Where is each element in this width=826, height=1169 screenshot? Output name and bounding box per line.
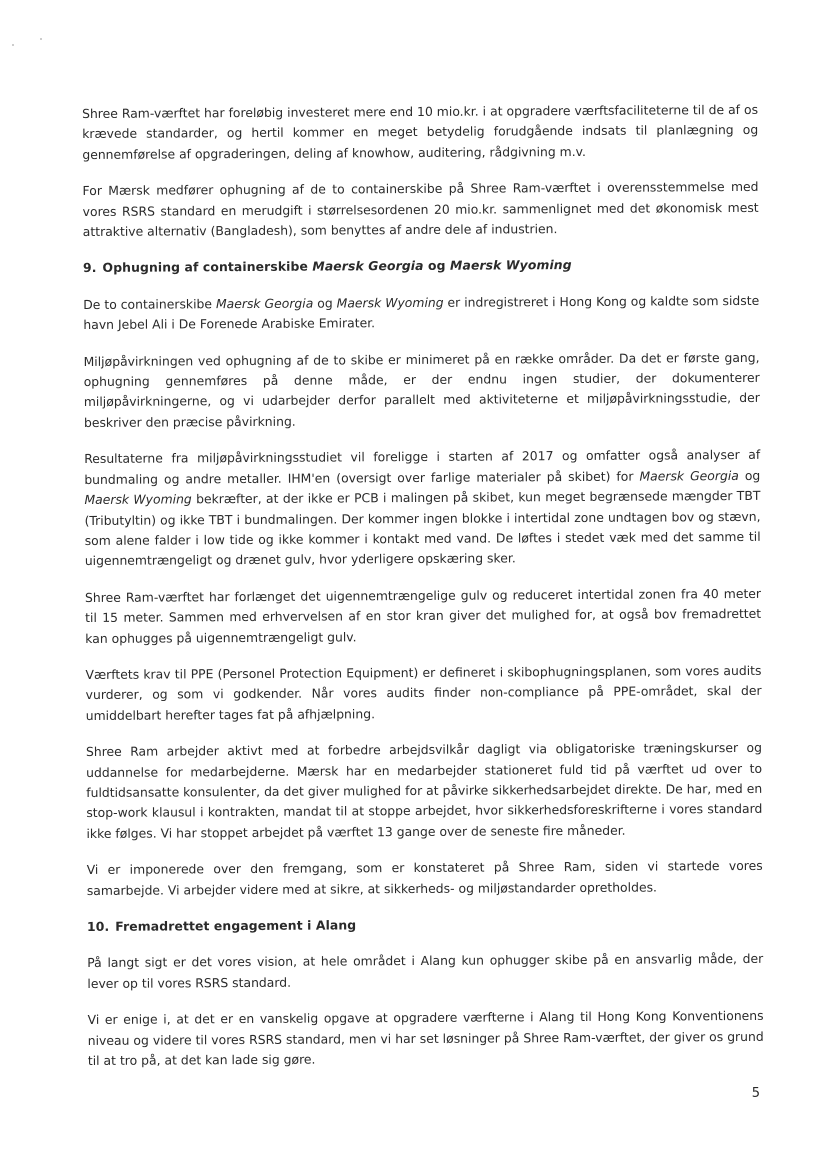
ship-name: Maersk Wyoming [84, 491, 192, 508]
section-number: 10. [86, 918, 110, 934]
paragraph-registration [83, 291, 759, 336]
text-run: og [313, 295, 337, 311]
paragraph-vision: På langt sigt er det vores vision, at hele området i Alang kun ophugger skibe på en ansvarlig måde, der lever op til vores RSRS standard. [87, 951, 764, 991]
paragraph-working-conditions: Shree Ram arbejder aktivt med at forbedre arbejdsvilkår dagligt via obligatoriske træningskurser og uddannelse for medarbejderne. Mærsk har en medarbejder stationeret fuld tid på værftet ud over to fuldtidsansatte konsulenter, da det giver mulighed for at påvirke sikkerhedsarbejdet direkte. De har, med en stop-work klausul i kontrakten, mandat til at stoppe arbejdet, hvor sikkerhedsforeskrifterne i vores standard ikke følges. Vi har stoppet arbejdet på værftet 13 gange over de seneste fire måneder. [85, 740, 763, 841]
text-run: er indregistreret i Hong Kong og kaldte som sidste havn Jebel Ali i De Forenede Arabiske Emirater. [83, 292, 760, 333]
ship-name: Maersk Georgia [215, 295, 314, 312]
ship-name: Maersk Wyoming [449, 257, 572, 274]
scan-speck [12, 44, 14, 46]
page-number: 5 [751, 1086, 760, 1101]
section-number: 9. [82, 260, 97, 276]
section-heading-10 [87, 913, 763, 938]
section-title: Ophugning af containerskibe [102, 259, 313, 276]
text-run: Resultaterne fra miljøpåvirkningsstudiet vil foreligge i starten af 2017 og omfatter også analyser af bundmaling og andre metaller. IHM'en (oversigt over farlige materialer på skibet) for [84, 447, 761, 487]
paragraph-cost: For Mærsk medfører ophugning af de to containerskibe på Shree Ram-værftet i overensstemmelse med vores RSRS standard en merudgift i størrelsesordenen 20 mio.kr. sammenlignet med det økonomisk mest attraktive alternativ (Bangladesh), som benyttes af andre dele af industrien. [82, 179, 759, 240]
paragraph-progress: Vi er imponerede over den fremgang, som er konstateret på Shree Ram, siden vi startede vores samarbejde. Vi arbejder videre med at sikre, at sikkerheds- og miljøstandarder opretholdes. [86, 858, 763, 898]
section-title-joiner: og [423, 258, 451, 274]
scan-speck [40, 38, 42, 40]
ship-name: Maersk Wyoming [336, 294, 444, 311]
paragraph-agreement: Vi er enige i, at det er en vanskelig opgave at opgradere værfterne i Alang til Hong Kong Konventionens niveau og videre til vores RSRS standard, men vi har set løsninger på Shree Ram-værftet, der giver os grund til at tro på, at det kan lade sig gøre. [87, 1008, 764, 1069]
text-run: og [738, 467, 761, 483]
document-page [82, 100, 764, 1088]
text-run: bekræfter, at der ikke er PCB i malingen på skibet, kun meget begrænsede mængder TBT (Tributyltin) og ikke TBT i bundmalingen. Der kommer ingen blokke i intertidal zone undtagen bov og stævn, som alene falder i low tide og ikke kommer i kontakt med vand. De løftes i stedet væk med det samme til uigennemtrængeligt og drænet gulv, hvor yderligere opskæring sker. [84, 487, 761, 569]
ship-name: Maersk Georgia [312, 258, 424, 275]
paragraph-ppe: Værftets krav til PPE (Personel Protection Equipment) er defineret i skibophugningsplanen, som vores audits vurderer, og som vi godkender. Når vores audits finder non-compliance på PPE-området, skal der umiddelbart herefter tages fat på afhjælpning. [85, 662, 762, 723]
text-run: De to containerskibe [83, 296, 216, 312]
ship-name: Maersk Georgia [639, 467, 739, 484]
section-heading-9 [83, 254, 759, 279]
paragraph-environment: Miljøpåvirkningen ved ophugning af de to skibe er minimeret på en række områder. Da det er første gang, ophugning gennemføres på denne måde, er der endnu ingen studier, der dokumenterer miljøpåvirkningerne, og vi udarbejder derfor parallelt med aktiviteterne et miljøpåvirkningsstudie, der beskriver den præcise påvirkning. [83, 349, 760, 430]
section-title: Fremadrettet engagement i Alang [115, 917, 357, 934]
paragraph-investment: Shree Ram-værftet har foreløbig investeret mere end 10 mio.kr. i at opgradere værftsfaciliteterne til de af os krævede standarder, og hertil kommer en meget betydelig forudgående indsats til planlægning og gennemførelse af opgraderingen, deling af knowhow, auditering, rådgivning m.v. [82, 101, 759, 162]
paragraph-floor: Shree Ram-værftet har forlænget det uigennemtrængelige gulv og reduceret intertidal zonen fra 40 meter til 15 meter. Sammen med erhvervelsen af en stor kran giver det mulighed for, at også bov fremadrettet kan ophugges på uigennemtrængeligt gulv. [84, 585, 762, 646]
paragraph-results [84, 445, 761, 572]
